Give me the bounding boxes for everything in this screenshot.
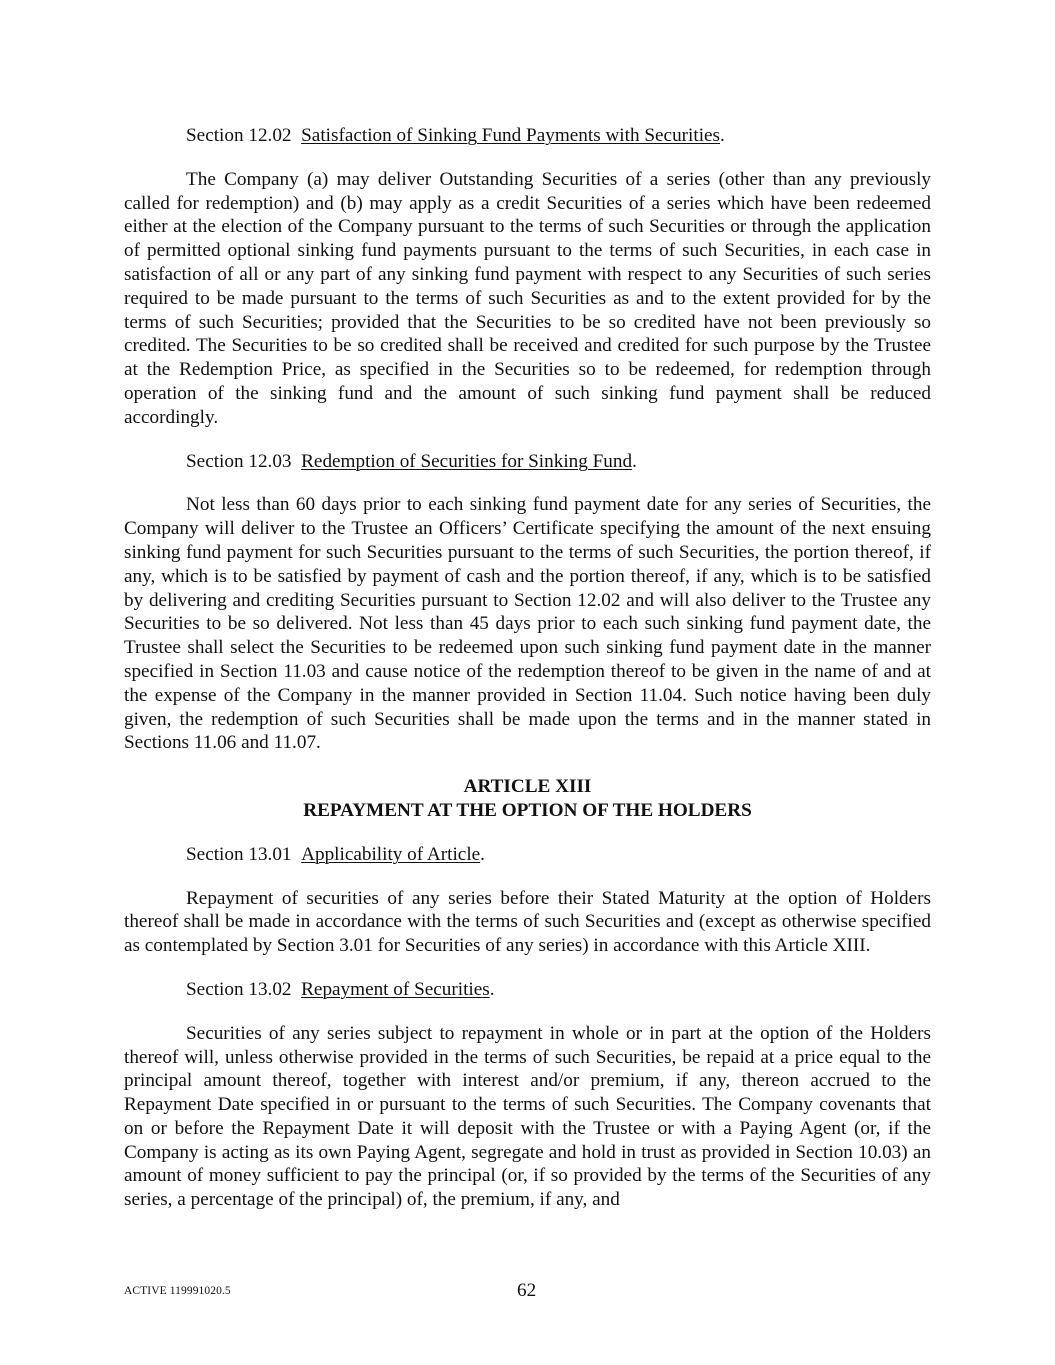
section-period: . [720, 125, 725, 146]
section-12-03-body: Not less than 60 days prior to each sinking fund payment date for any series of Securities, the Company will deliver to the Trustee an Officers’ Certificate specifying the amount of the next ensuing sinking fund payment for such Securities pursuant to the terms of such Securities, the portion thereof, if any, which is to be satisfied by payment of cash and the portion thereof, if any, which is to be satisfied by delivering and crediting Securities pursuant to Section 12.02 and will also deliver to the Trustee any Securities to be so delivered. Not less than 45 days prior to each such sinking fund payment date, the Trustee shall select the Securities to be redeemed upon such sinking fund payment date in the manner specified in Section 11.03 and cause notice of the redemption thereof to be given in the name of and at the expense of the Company in the manner provided in Section 11.04. Such notice having been duly given, the redemption of such Securities shall be made upon the terms and in the manner stated in Sections 11.06 and 11.07. [124, 494, 931, 754]
section-number: Section 13.02 [186, 978, 292, 1000]
section-period: . [489, 978, 495, 1000]
section-title: Applicability of Article [301, 843, 481, 865]
section-period: . [480, 843, 485, 865]
document-id: ACTIVE 119991020.5 [124, 1285, 231, 1297]
section-title: Redemption of Securities for Sinking Fund [301, 450, 633, 472]
article-title: REPAYMENT AT THE OPTION OF THE HOLDERS [303, 799, 752, 821]
section-13-01-body: Repayment of securities of any series before their Stated Maturity at the option of Holders thereof shall be made in accordance with the terms of such Securities and (except as otherwise specified as contemplated by Section 3.01 for Securities of any series) in accordance with this Article XIII. [124, 887, 931, 957]
article-number: ARTICLE XIII [463, 776, 592, 798]
section-13-02-heading [124, 978, 931, 1002]
section-number: Section 12.02 [186, 125, 292, 146]
section-12-02-heading [124, 124, 931, 148]
section-13-01-heading [124, 843, 931, 867]
section-title: Satisfaction of Sinking Fund Payments with Securities [301, 125, 721, 146]
document-page [124, 124, 931, 1212]
section-13-02-body: Securities of any series subject to repayment in whole or in part at the option of the Holders thereof will, unless otherwise provided in the terms of such Securities, be repaid at a price equal to the principal amount thereof, together with interest and/or premium, if any, thereon accrued to the Repayment Date specified in or pursuant to the terms of such Securities. The Company covenants that on or before the Repayment Date it will deposit with the Trustee or with a Paying Agent (or, if the Company is acting as its own Paying Agent, segregate and hold in trust as provided in Section 10.03) an amount of money sufficient to pay the principal (or, if so provided by the terms of the Securities of any series, a percentage of the principal) of, the premium, if any, and [124, 1022, 931, 1211]
section-number: Section 12.03 [186, 450, 292, 472]
page-number: 62 [517, 1280, 537, 1301]
section-12-03-heading [124, 450, 931, 474]
section-number: Section 13.01 [186, 843, 292, 865]
section-12-02-body: The Company (a) may deliver Outstanding Securities of a series (other than any previously called for redemption) and (b) may apply as a credit Securities of a series which have been redeemed either at the election of the Company pursuant to the terms of such Securities or through the application of permitted optional sinking fund payments pursuant to the terms of such Securities, in each case in satisfaction of all or any part of any sinking fund payment with respect to any Securities of such series required to be made pursuant to the terms of such Securities as and to the extent provided for by the terms of such Securities; provided that the Securities to be so credited have not been previously so credited. The Securities to be so credited shall be received and credited for such purpose by the Trustee at the Redemption Price, as specified in the Securities so to be redeemed, for redemption through operation of the sinking fund and the amount of such sinking fund payment shall be reduced accordingly. [124, 168, 931, 428]
section-title: Repayment of Securities [301, 978, 490, 1000]
section-period: . [632, 450, 637, 472]
